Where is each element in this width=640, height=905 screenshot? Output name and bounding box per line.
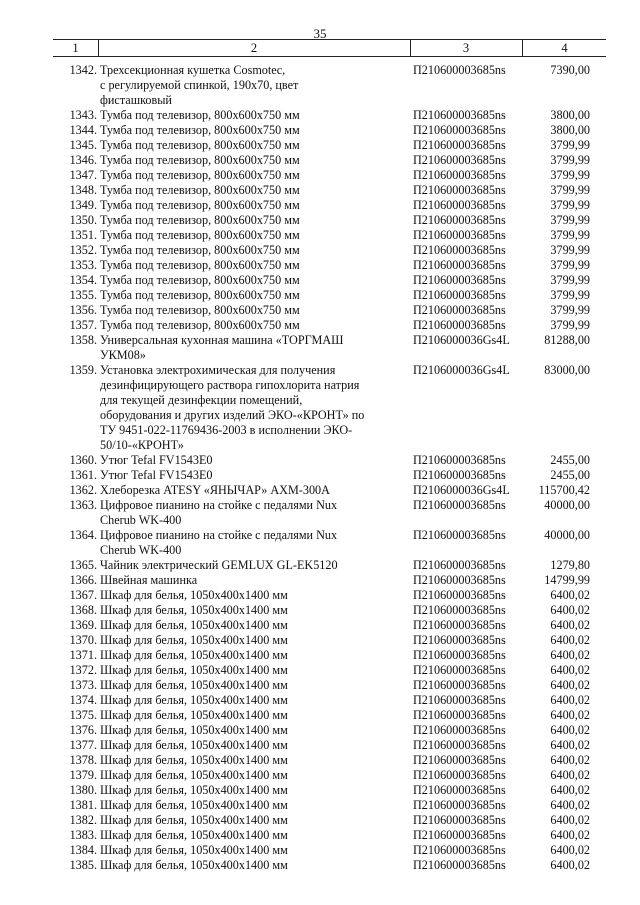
- item-name: Тумба под телевизор, 800х600х750 мм: [100, 138, 300, 152]
- table-row: [0, 693, 640, 708]
- row-number: 1349.: [69, 198, 97, 212]
- table-row: [0, 288, 640, 303]
- row-number: 1350.: [69, 213, 97, 227]
- row-number: 1375.: [69, 708, 97, 722]
- table-row: [0, 303, 640, 318]
- item-price: 3799,99: [550, 288, 590, 302]
- item-price: 6400,02: [550, 693, 590, 707]
- table-row: [0, 663, 640, 678]
- item-price: 3799,99: [550, 168, 590, 182]
- row-number: 1351.: [69, 228, 97, 242]
- item-price: 6400,02: [550, 768, 590, 782]
- inventory-code: П210600003685ns: [413, 603, 506, 617]
- table-row: [0, 123, 640, 138]
- row-number: 1370.: [69, 633, 97, 647]
- row-number: 1362.: [69, 483, 97, 497]
- inventory-code: П210600003685ns: [413, 558, 506, 572]
- item-name: Цифровое пианино на стойке с педалями Nux Cherub WK-400: [100, 498, 338, 527]
- item-price: 6400,02: [550, 798, 590, 812]
- page-number: 35: [313, 26, 327, 41]
- inventory-code: П210600003685ns: [413, 498, 506, 512]
- item-name: Тумба под телевизор, 800х600х750 мм: [100, 168, 300, 182]
- row-number: 1363.: [69, 498, 97, 512]
- item-price: 6400,02: [550, 603, 590, 617]
- table-row: [0, 363, 640, 453]
- row-number: 1346.: [69, 153, 97, 167]
- table-row: [0, 798, 640, 813]
- row-number: 1367.: [69, 588, 97, 602]
- item-name: Хлеборезка ATESY «ЯНЫЧАР» АХМ-300А: [100, 483, 330, 497]
- inventory-code: П2106000036Gs4L: [413, 333, 510, 347]
- inventory-code: П210600003685ns: [413, 693, 506, 707]
- item-name: Шкаф для белья, 1050х400х1400 мм: [100, 723, 288, 737]
- table-row: [0, 498, 640, 528]
- table-row: [0, 708, 640, 723]
- table-row: [0, 738, 640, 753]
- row-number: 1361.: [69, 468, 97, 482]
- item-name: Утюг Tefal FV1543E0: [100, 453, 213, 467]
- item-price: 3799,99: [550, 243, 590, 257]
- item-name: Шкаф для белья, 1050х400х1400 мм: [100, 828, 288, 842]
- row-number: 1378.: [69, 753, 97, 767]
- row-number: 1358.: [69, 333, 97, 347]
- inventory-code: П210600003685ns: [413, 573, 506, 587]
- row-number: 1382.: [69, 813, 97, 827]
- table-row: [0, 258, 640, 273]
- inventory-code: П210600003685ns: [413, 153, 506, 167]
- item-price: 7390,00: [550, 63, 590, 77]
- item-name: Тумба под телевизор, 800х600х750 мм: [100, 258, 300, 272]
- inventory-code: П210600003685ns: [413, 213, 506, 227]
- inventory-code: П210600003685ns: [413, 108, 506, 122]
- table-row: [0, 753, 640, 768]
- table-row: [0, 243, 640, 258]
- item-price: 6400,02: [550, 828, 590, 842]
- item-price: 6400,02: [550, 708, 590, 722]
- table-row: [0, 333, 640, 363]
- inventory-code: П210600003685ns: [413, 738, 506, 752]
- item-name: Шкаф для белья, 1050х400х1400 мм: [100, 708, 288, 722]
- row-number: 1365.: [69, 558, 97, 572]
- row-number: 1371.: [69, 648, 97, 662]
- item-name: Тумба под телевизор, 800х600х750 мм: [100, 213, 300, 227]
- inventory-code: П210600003685ns: [413, 648, 506, 662]
- item-name: Шкаф для белья, 1050х400х1400 мм: [100, 783, 288, 797]
- inventory-code: П210600003685ns: [413, 708, 506, 722]
- row-number: 1343.: [69, 108, 97, 122]
- inventory-code: П210600003685ns: [413, 723, 506, 737]
- row-number: 1344.: [69, 123, 97, 137]
- row-number: 1347.: [69, 168, 97, 182]
- item-price: 14799,99: [544, 573, 590, 587]
- table-row: [0, 573, 640, 588]
- item-name: Шкаф для белья, 1050х400х1400 мм: [100, 843, 288, 857]
- row-number: 1352.: [69, 243, 97, 257]
- row-number: 1384.: [69, 843, 97, 857]
- item-name: Тумба под телевизор, 800х600х750 мм: [100, 273, 300, 287]
- column-header-2: 2: [250, 41, 258, 55]
- table-row: [0, 588, 640, 603]
- inventory-code: П210600003685ns: [413, 138, 506, 152]
- inventory-code: П210600003685ns: [413, 318, 506, 332]
- inventory-code: П210600003685ns: [413, 303, 506, 317]
- item-name: Тумба под телевизор, 800х600х750 мм: [100, 318, 300, 332]
- item-name: Шкаф для белья, 1050х400х1400 мм: [100, 648, 288, 662]
- item-price: 6400,02: [550, 663, 590, 677]
- item-price: 3800,00: [550, 108, 590, 122]
- item-price: 6400,02: [550, 753, 590, 767]
- inventory-code: П210600003685ns: [413, 228, 506, 242]
- inventory-code: П210600003685ns: [413, 768, 506, 782]
- item-name: Утюг Tefal FV1543E0: [100, 468, 213, 482]
- item-name: Трехсекционная кушетка Cosmotec, с регулируемой спинкой, 190х70, цвет фисташковый: [100, 63, 299, 107]
- item-price: 6400,02: [550, 618, 590, 632]
- table-row: [0, 108, 640, 123]
- item-name: Тумба под телевизор, 800х600х750 мм: [100, 198, 300, 212]
- inventory-code: П210600003685ns: [413, 858, 506, 872]
- item-name: Тумба под телевизор, 800х600х750 мм: [100, 183, 300, 197]
- table-row: [0, 273, 640, 288]
- item-price: 3799,99: [550, 138, 590, 152]
- item-price: 1279,80: [550, 558, 590, 572]
- row-number: 1348.: [69, 183, 97, 197]
- item-price: 3800,00: [550, 123, 590, 137]
- column-header-1: 1: [72, 41, 79, 55]
- row-number: 1383.: [69, 828, 97, 842]
- row-number: 1356.: [69, 303, 97, 317]
- table-body: [0, 63, 640, 873]
- inventory-code: П210600003685ns: [413, 753, 506, 767]
- inventory-code: П210600003685ns: [413, 123, 506, 137]
- row-number: 1357.: [69, 318, 97, 332]
- table-row: [0, 198, 640, 213]
- item-name: Шкаф для белья, 1050х400х1400 мм: [100, 618, 288, 632]
- table-row: [0, 528, 640, 558]
- table-row: [0, 168, 640, 183]
- row-number: 1380.: [69, 783, 97, 797]
- row-number: 1353.: [69, 258, 97, 272]
- row-number: 1342.: [69, 63, 97, 77]
- item-price: 2455,00: [550, 453, 590, 467]
- row-number: 1368.: [69, 603, 97, 617]
- row-number: 1359.: [69, 363, 97, 377]
- item-price: 6400,02: [550, 678, 590, 692]
- inventory-code: П210600003685ns: [413, 183, 506, 197]
- item-name: Шкаф для белья, 1050х400х1400 мм: [100, 693, 288, 707]
- table-header: [53, 39, 606, 57]
- item-name: Шкаф для белья, 1050х400х1400 мм: [100, 753, 288, 767]
- row-number: 1376.: [69, 723, 97, 737]
- item-name: Тумба под телевизор, 800х600х750 мм: [100, 123, 300, 137]
- table-row: [0, 618, 640, 633]
- row-number: 1345.: [69, 138, 97, 152]
- row-number: 1354.: [69, 273, 97, 287]
- item-name: Цифровое пианино на стойке с педалями Nux Cherub WK-400: [100, 528, 338, 557]
- inventory-code: П210600003685ns: [413, 798, 506, 812]
- item-price: 6400,02: [550, 738, 590, 752]
- inventory-code: П210600003685ns: [413, 588, 506, 602]
- inventory-code: П210600003685ns: [413, 243, 506, 257]
- item-price: 81288,00: [544, 333, 590, 347]
- item-price: 40000,00: [544, 528, 590, 542]
- item-price: 3799,99: [550, 213, 590, 227]
- item-price: 3799,99: [550, 183, 590, 197]
- item-name: Чайник электрический GEMLUX GL-EK5120: [100, 558, 338, 572]
- row-number: 1369.: [69, 618, 97, 632]
- inventory-code: П210600003685ns: [413, 843, 506, 857]
- inventory-code: П210600003685ns: [413, 633, 506, 647]
- column-header-4: 4: [561, 41, 568, 55]
- table-row: [0, 228, 640, 243]
- item-name: Универсальная кухонная машина «ТОРГМАШ УКМ08»: [100, 333, 344, 362]
- table-row: [0, 768, 640, 783]
- row-number: 1374.: [69, 693, 97, 707]
- table-row: [0, 858, 640, 873]
- item-name: Тумба под телевизор, 800х600х750 мм: [100, 228, 300, 242]
- row-number: 1377.: [69, 738, 97, 752]
- column-header-3: 3: [462, 41, 470, 55]
- row-number: 1355.: [69, 288, 97, 302]
- inventory-code: П210600003685ns: [413, 468, 506, 482]
- item-name: Шкаф для белья, 1050х400х1400 мм: [100, 798, 288, 812]
- item-name: Тумба под телевизор, 800х600х750 мм: [100, 303, 300, 317]
- inventory-code: П2106000036Gs4L: [413, 483, 510, 497]
- item-price: 6400,02: [550, 813, 590, 827]
- row-number: 1385.: [69, 858, 97, 872]
- table-row: [0, 843, 640, 858]
- table-row: [0, 483, 640, 498]
- item-name: Шкаф для белья, 1050х400х1400 мм: [100, 738, 288, 752]
- table-row: [0, 633, 640, 648]
- table-row: [0, 603, 640, 618]
- row-number: 1379.: [69, 768, 97, 782]
- item-price: 3799,99: [550, 303, 590, 317]
- table-row: [0, 453, 640, 468]
- inventory-code: П210600003685ns: [413, 528, 506, 542]
- inventory-code: П210600003685ns: [413, 618, 506, 632]
- item-price: 3799,99: [550, 258, 590, 272]
- inventory-code: П2106000036Gs4L: [413, 363, 510, 377]
- item-name: Тумба под телевизор, 800х600х750 мм: [100, 153, 300, 167]
- table-row: [0, 678, 640, 693]
- item-name: Тумба под телевизор, 800х600х750 мм: [100, 243, 300, 257]
- item-price: 6400,02: [550, 723, 590, 737]
- item-name: Установка электрохимическая для получения дезинфицирующего раствора гипохлорита натрия для текущей дезинфекции помещений, оборудования и других изделий ЭКО-«КРОНТ» по ТУ 9451-022-11769436-2003 в исполнении ЭКО- 50/10-«КРОНТ»: [100, 363, 365, 452]
- item-name: Швейная машинка: [100, 573, 198, 587]
- inventory-code: П210600003685ns: [413, 678, 506, 692]
- table-row: [0, 723, 640, 738]
- item-price: 6400,02: [550, 858, 590, 872]
- table-row: [0, 183, 640, 198]
- table-row: [0, 648, 640, 663]
- item-price: 40000,00: [544, 498, 590, 512]
- item-price: 3799,99: [550, 153, 590, 167]
- item-price: 6400,02: [550, 648, 590, 662]
- row-number: 1372.: [69, 663, 97, 677]
- inventory-code: П210600003685ns: [413, 813, 506, 827]
- inventory-code: П210600003685ns: [413, 198, 506, 212]
- item-name: Тумба под телевизор, 800х600х750 мм: [100, 108, 300, 122]
- item-name: Шкаф для белья, 1050х400х1400 мм: [100, 603, 288, 617]
- inventory-code: П210600003685ns: [413, 288, 506, 302]
- item-price: 3799,99: [550, 198, 590, 212]
- row-number: 1373.: [69, 678, 97, 692]
- item-price: 115700,42: [538, 483, 590, 497]
- table-row: [0, 828, 640, 843]
- item-price: 6400,02: [550, 633, 590, 647]
- inventory-code: П210600003685ns: [413, 828, 506, 842]
- table-row: [0, 318, 640, 333]
- item-price: 3799,99: [550, 228, 590, 242]
- inventory-code: П210600003685ns: [413, 63, 506, 77]
- item-name: Шкаф для белья, 1050х400х1400 мм: [100, 858, 288, 872]
- item-name: Тумба под телевизор, 800х600х750 мм: [100, 288, 300, 302]
- item-name: Шкаф для белья, 1050х400х1400 мм: [100, 588, 288, 602]
- item-name: Шкаф для белья, 1050х400х1400 мм: [100, 633, 288, 647]
- item-name: Шкаф для белья, 1050х400х1400 мм: [100, 678, 288, 692]
- inventory-code: П210600003685ns: [413, 273, 506, 287]
- item-price: 6400,02: [550, 843, 590, 857]
- item-price: 3799,99: [550, 318, 590, 332]
- item-price: 6400,02: [550, 783, 590, 797]
- table-row: [0, 468, 640, 483]
- table-row: [0, 153, 640, 168]
- item-name: Шкаф для белья, 1050х400х1400 мм: [100, 768, 288, 782]
- item-name: Шкаф для белья, 1050х400х1400 мм: [100, 663, 288, 677]
- table-row: [0, 558, 640, 573]
- item-name: Шкаф для белья, 1050х400х1400 мм: [100, 813, 288, 827]
- inventory-code: П210600003685ns: [413, 663, 506, 677]
- table-row: [0, 783, 640, 798]
- row-number: 1360.: [69, 453, 97, 467]
- table-row: [0, 813, 640, 828]
- inventory-code: П210600003685ns: [413, 783, 506, 797]
- inventory-code: П210600003685ns: [413, 258, 506, 272]
- row-number: 1381.: [69, 798, 97, 812]
- item-price: 6400,02: [550, 588, 590, 602]
- table-row: [0, 138, 640, 153]
- inventory-code: П210600003685ns: [413, 168, 506, 182]
- table-row: [0, 63, 640, 108]
- item-price: 83000,00: [544, 363, 590, 377]
- row-number: 1366.: [69, 573, 97, 587]
- table-row: [0, 213, 640, 228]
- item-price: 3799,99: [550, 273, 590, 287]
- item-price: 2455,00: [550, 468, 590, 482]
- row-number: 1364.: [69, 528, 97, 542]
- inventory-code: П210600003685ns: [413, 453, 506, 467]
